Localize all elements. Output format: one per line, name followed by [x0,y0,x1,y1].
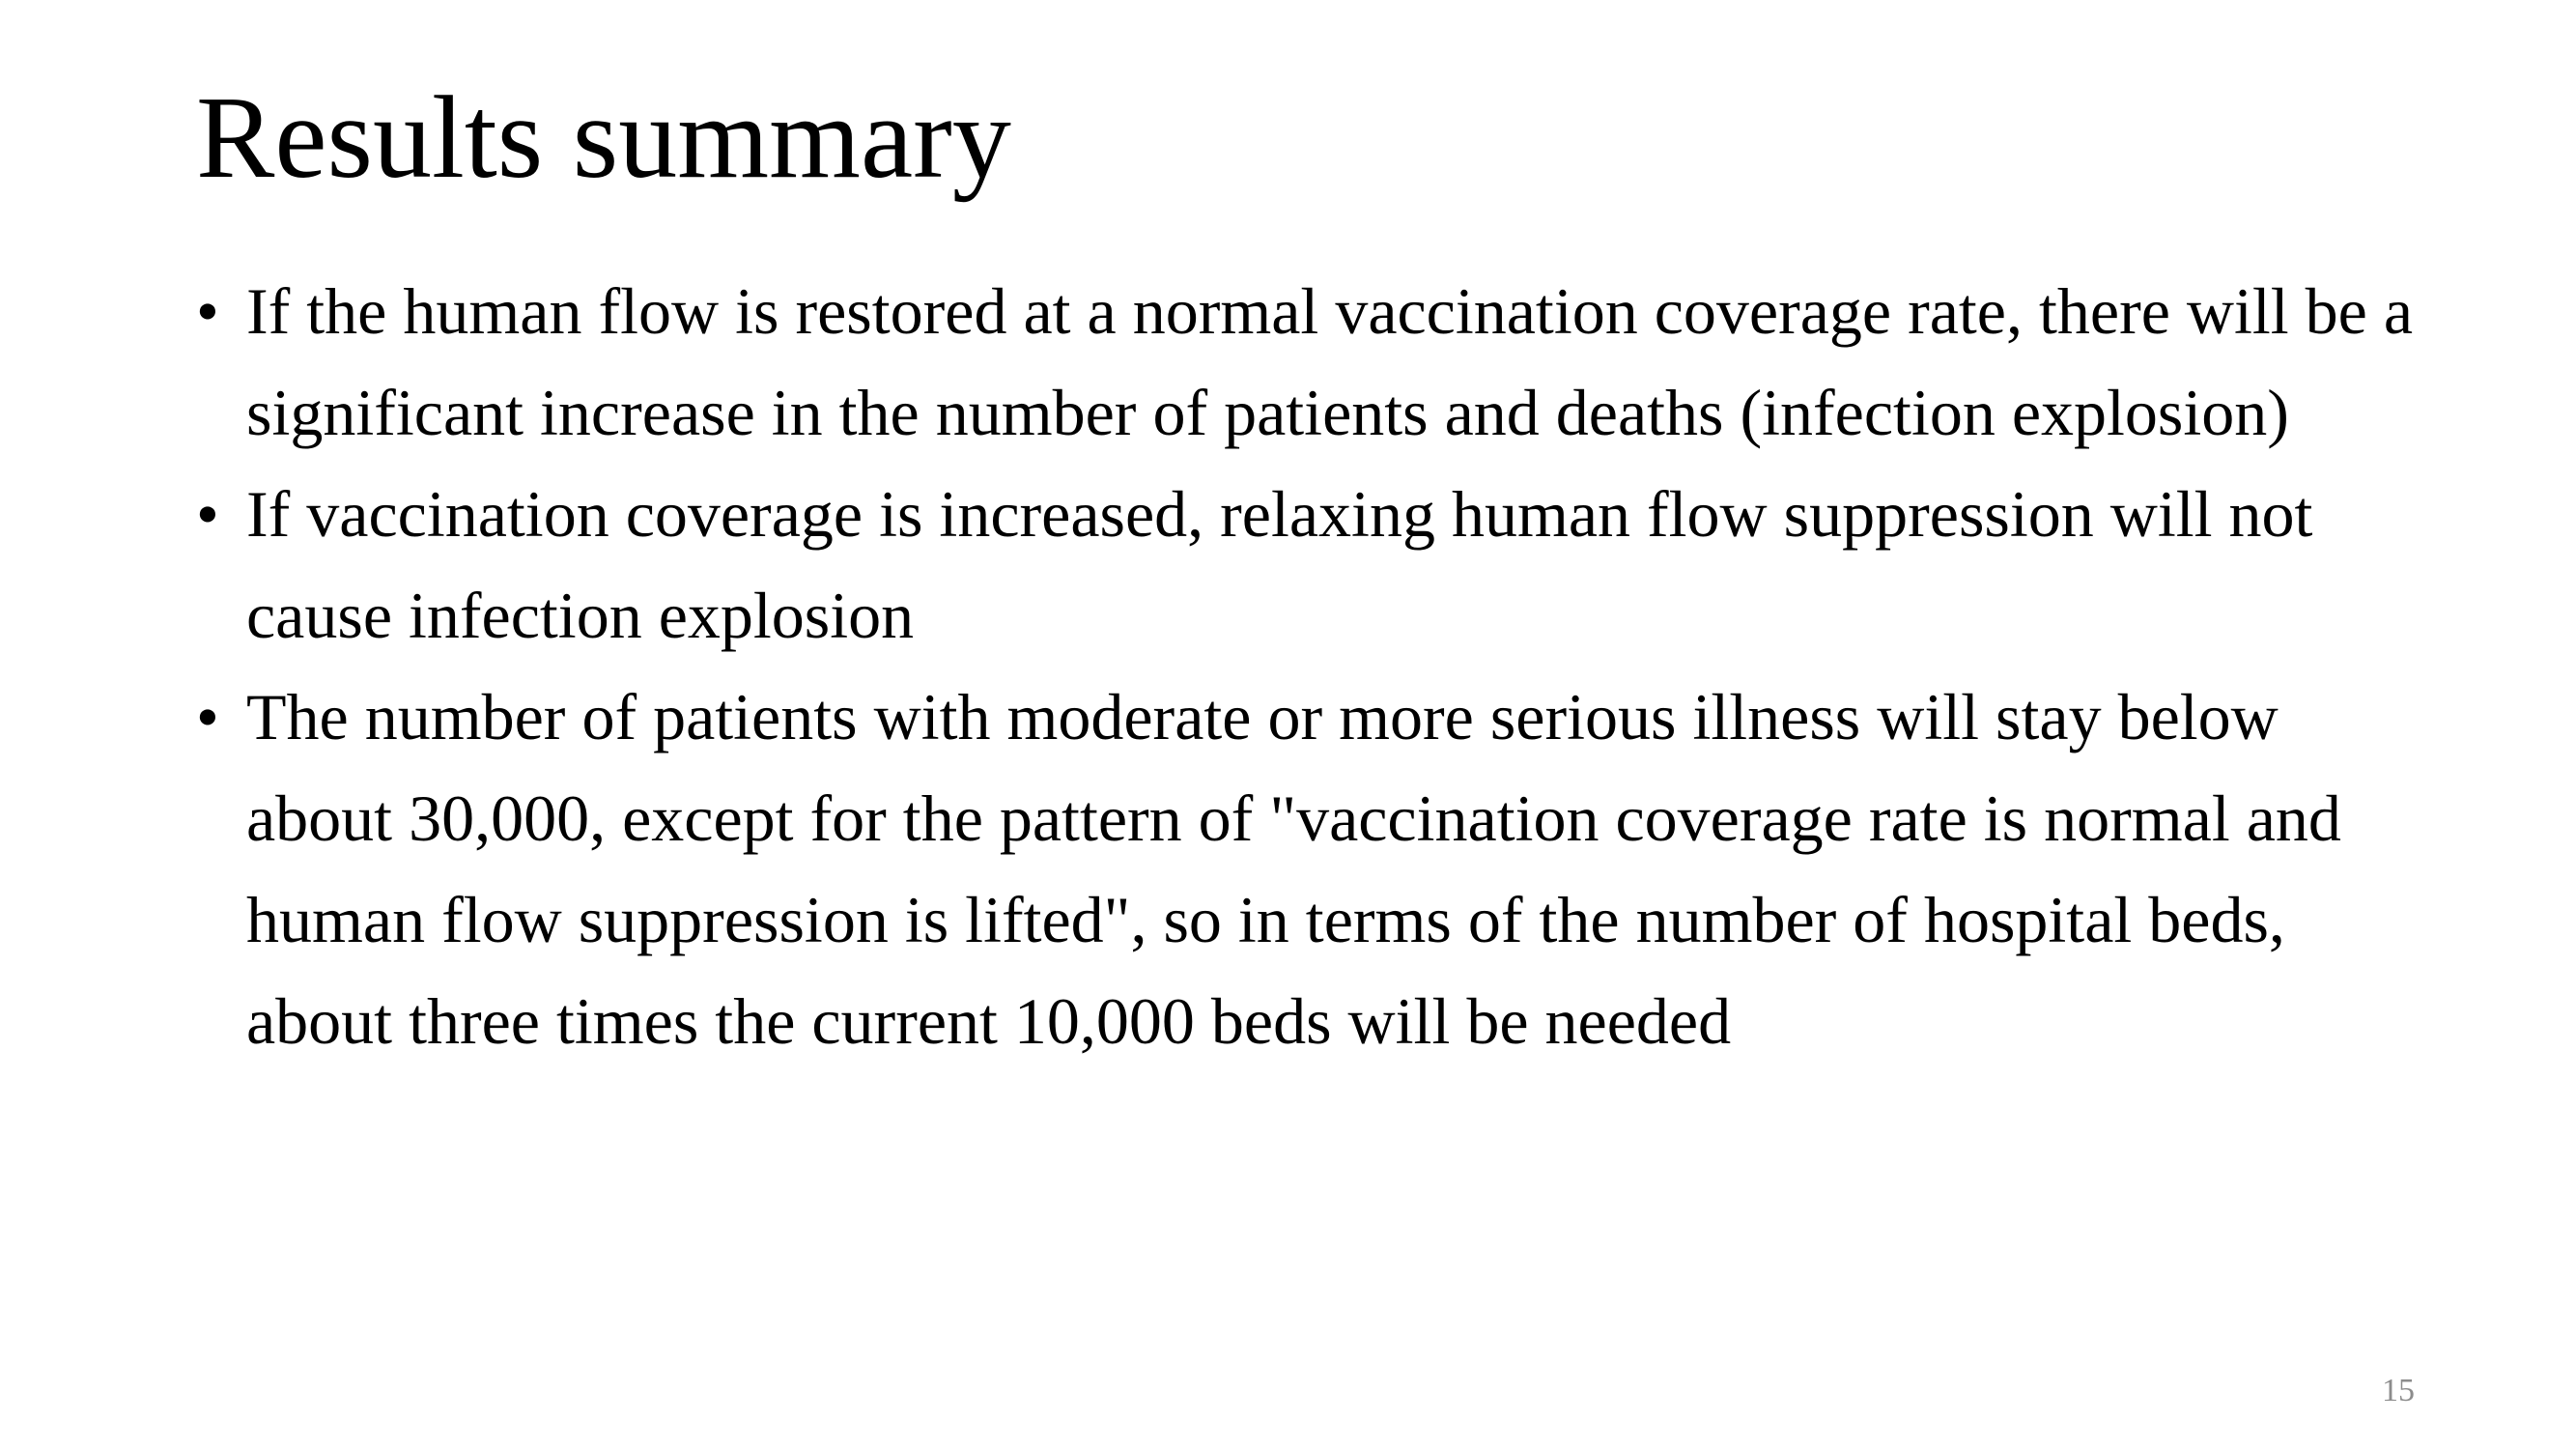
bullet-dot-icon: • [196,477,219,551]
bullet-list [196,261,2418,1072]
slide-title: Results summary [196,72,1011,203]
bullet-text-2: If vaccination coverage is increased, relaxing human flow suppression will not cause infection explosion [246,477,2313,652]
bullet-item-1 [196,261,2418,464]
bullet-dot-icon: • [196,274,219,348]
bullet-text-3: The number of patients with moderate or more serious illness will stay below about 30,000, except for the pattern of "vaccination coverage rate is normal and human flow suppression is lifted", so in terms of the number of hospital beds, about three times the current 10,000 beds will be needed [246,680,2341,1058]
bullet-item-3 [196,667,2418,1072]
bullet-dot-icon: • [196,680,219,753]
bullet-item-2 [196,464,2418,667]
page-number: 15 [2382,1373,2415,1408]
bullet-text-1: If the human flow is restored at a normal vaccination coverage rate, there will be a significant increase in the number of patients and deaths (infection explosion) [246,274,2414,449]
